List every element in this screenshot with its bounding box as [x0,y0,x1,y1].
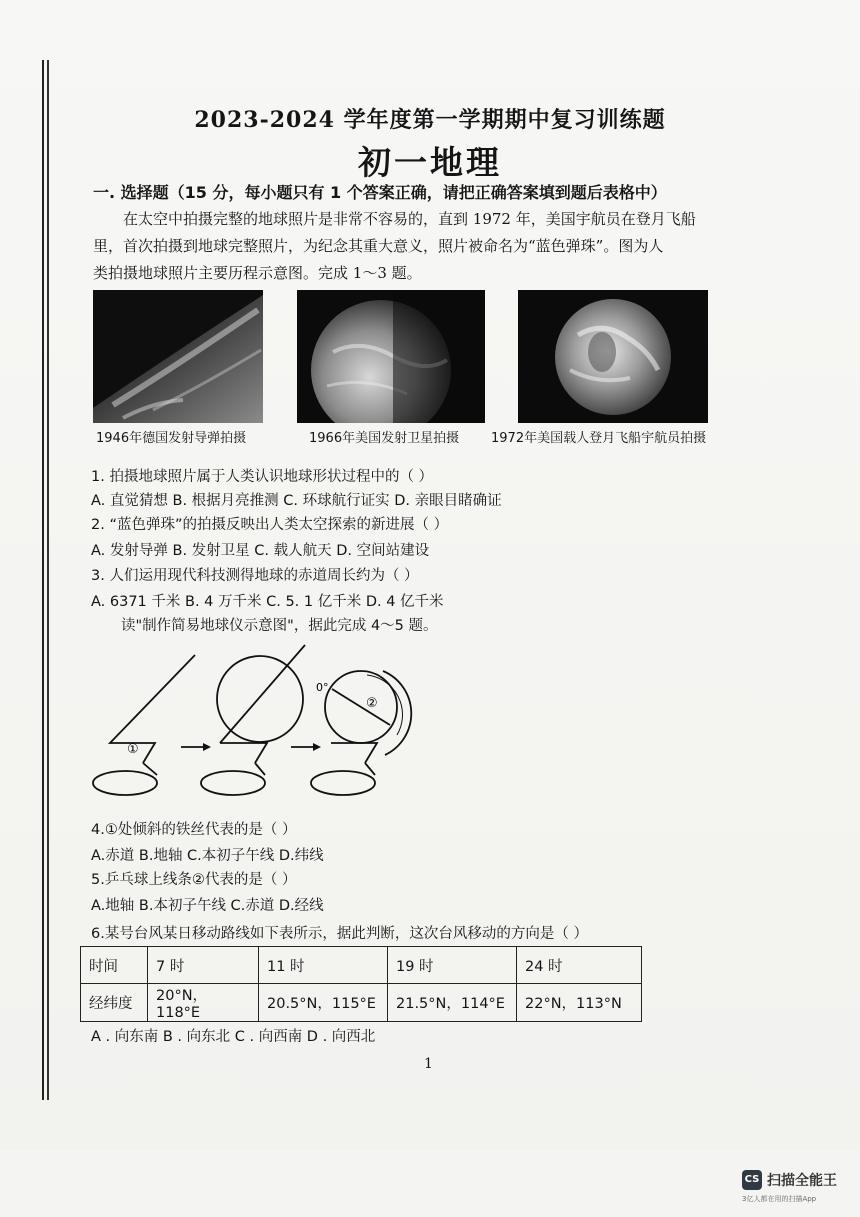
globe-diagram-intro: 读"制作简易地球仪示意图"，据此完成 4～5 题。 [121,618,438,634]
earth-photo-1966 [297,290,485,423]
table-row-label: 经纬度 [81,984,148,1022]
question-4: 4.①处倾斜的铁丝代表的是（ ） [91,822,297,838]
page-number: 1 [424,1056,433,1072]
intro-line-1: 在太空中拍摄完整的地球照片是非常不容易的，直到 1972 年，美国宇航员在登月飞船 [123,210,696,228]
diagram-label-1: ① [127,742,139,757]
question-1-options: A. 直觉猜想 B. 根据月亮推测 C. 环球航行证实 D. 亲眼目睹确证 [91,493,502,509]
diagram-label-2: ② [366,696,378,711]
globe-making-diagram [85,635,425,805]
table-header: 11 时 [259,947,388,984]
diagram-label-0deg: 0° [316,681,329,694]
question-3: 3. 人们运用现代科技测得地球的赤道周长约为（ ） [91,568,419,584]
binding-line [47,60,49,1100]
question-1: 1. 拍摄地球照片属于人类认识地球形状过程中的（ ） [91,469,434,485]
section-heading: 一. 选择题（15 分，每小题只有 1 个答案正确，请把正确答案填到题后表格中） [93,183,667,202]
table-header: 时间 [81,947,148,984]
question-5: 5.乒乓球上线条②代表的是（ ） [91,872,297,888]
table-header: 24 时 [517,947,642,984]
question-3-options: A. 6371 千米 B. 4 万千米 C. 5. 1 亿千米 D. 4 亿千米 [91,594,444,610]
photo-caption-1972: 1972年美国载人登月飞船宇航员拍摄 [491,431,707,446]
typhoon-route-table [80,946,642,1022]
scanner-app-name: 扫描全能王 [767,1173,837,1189]
earth-photo-1946 [93,290,263,423]
question-4-options: A.赤道 B.地轴 C.本初子午线 D.纬线 [91,848,324,864]
table-cell: 20.5°N，115°E [259,984,388,1022]
binding-line [42,60,44,1100]
question-2-options: A. 发射导弹 B. 发射卫星 C. 载人航天 D. 空间站建设 [91,543,430,559]
earth-photo-1972 [518,290,708,423]
table-header: 19 时 [388,947,517,984]
question-5-options: A.地轴 B.本初子午线 C.赤道 D.经线 [91,898,324,914]
table-row [81,984,642,1022]
table-cell: 21.5°N，114°E [388,984,517,1022]
intro-line-2: 里，首次拍摄到地球完整照片，为纪念其重大意义，照片被命名为“蓝色弹珠”。图为人 [93,237,664,255]
scanner-tagline: 3亿人都在用的扫描App [742,1195,817,1203]
table-row [81,947,642,984]
photo-caption-1966: 1966年美国发射卫星拍摄 [309,431,460,446]
intro-line-3: 类拍摄地球照片主要历程示意图。完成 1～3 题。 [93,264,422,282]
question-6: 6.某号台风某日移动路线如下表所示，据此判断，这次台风移动的方向是（ ） [91,926,588,942]
table-header: 7 时 [148,947,259,984]
exam-title: 2023-2024 学年度第一学期期中复习训练题 [194,107,666,133]
subject-title: 初一地理 [358,143,502,182]
scanner-logo: CS [742,1170,762,1190]
question-6-options: A . 向东南 B . 向东北 C . 向西南 D . 向西北 [91,1029,376,1045]
table-cell: 20°N，118°E [148,984,259,1022]
question-2: 2. “蓝色弹珠”的拍摄反映出人类太空探索的新进展（ ） [91,517,449,533]
table-cell: 22°N，113°N [517,984,642,1022]
photo-caption-1946: 1946年德国发射导弹拍摄 [96,431,247,446]
